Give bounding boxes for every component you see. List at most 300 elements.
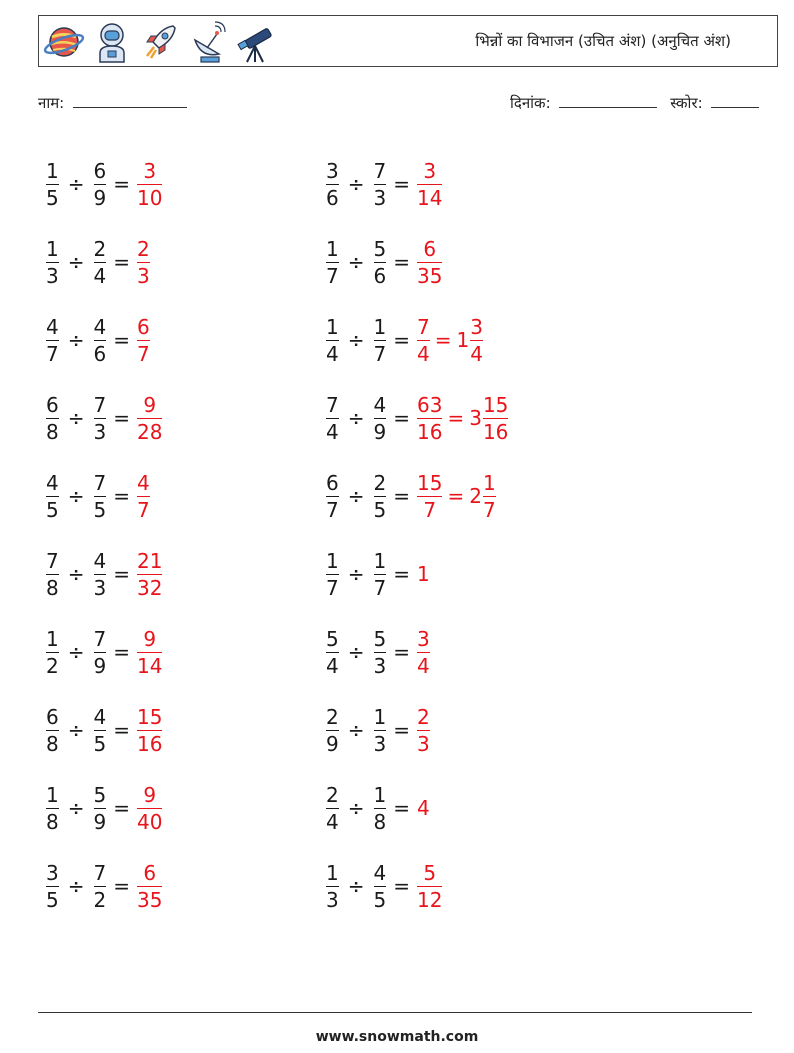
footer-divider bbox=[38, 1012, 752, 1013]
denominator: 32 bbox=[137, 575, 163, 600]
problem-row bbox=[46, 223, 162, 301]
numerator: 3 bbox=[423, 158, 437, 183]
astronaut-icon bbox=[91, 20, 133, 64]
numerator: 7 bbox=[93, 392, 107, 417]
denominator: 5 bbox=[373, 497, 387, 522]
fraction-bar bbox=[326, 574, 339, 575]
denominator: 4 bbox=[326, 653, 339, 678]
mixed-whole: 2 bbox=[469, 484, 482, 508]
problem-row bbox=[46, 457, 162, 535]
fraction-bar bbox=[326, 340, 339, 341]
denominator: 5 bbox=[373, 887, 387, 912]
equals-sign: = bbox=[393, 250, 410, 274]
denominator: 35 bbox=[137, 887, 163, 912]
problem-row bbox=[46, 613, 162, 691]
numerator: 6 bbox=[326, 470, 339, 495]
fraction-bar bbox=[374, 418, 387, 419]
fraction-bar bbox=[326, 730, 339, 731]
numerator: 1 bbox=[326, 548, 339, 573]
numerator: 5 bbox=[93, 782, 107, 807]
denominator: 4 bbox=[417, 341, 430, 366]
fraction-bar bbox=[326, 886, 339, 887]
fraction-bar bbox=[374, 340, 387, 341]
equals-sign: = bbox=[113, 328, 130, 352]
numerator: 1 bbox=[373, 704, 387, 729]
dividend-fraction bbox=[46, 861, 59, 912]
answer-fraction bbox=[417, 393, 442, 444]
fraction-bar bbox=[94, 574, 107, 575]
dividend-fraction bbox=[46, 237, 59, 288]
equals-sign: = bbox=[113, 796, 130, 820]
denominator: 4 bbox=[326, 341, 339, 366]
numerator: 4 bbox=[46, 314, 59, 339]
fraction-bar bbox=[94, 262, 107, 263]
problem-row bbox=[46, 847, 162, 925]
denominator: 7 bbox=[137, 341, 150, 366]
divide-sign: ÷ bbox=[67, 406, 85, 430]
numerator: 1 bbox=[373, 782, 387, 807]
equals-sign: = bbox=[393, 796, 410, 820]
denominator: 6 bbox=[326, 185, 339, 210]
answer-fraction bbox=[137, 705, 162, 756]
equals-sign: = bbox=[447, 406, 465, 430]
dividend-fraction bbox=[326, 861, 339, 912]
denominator: 16 bbox=[137, 731, 163, 756]
fraction-bar bbox=[483, 418, 508, 419]
dividend-fraction bbox=[326, 237, 339, 288]
fraction-bar bbox=[326, 808, 339, 809]
numerator: 4 bbox=[93, 314, 107, 339]
denominator: 3 bbox=[137, 263, 150, 288]
numerator: 7 bbox=[93, 470, 107, 495]
fraction-bar bbox=[137, 418, 162, 419]
denominator: 3 bbox=[373, 185, 387, 210]
denominator: 3 bbox=[326, 887, 339, 912]
denominator: 10 bbox=[137, 185, 163, 210]
numerator: 1 bbox=[373, 314, 387, 339]
numerator: 7 bbox=[46, 548, 59, 573]
dividend-fraction bbox=[46, 549, 59, 600]
divisor-fraction bbox=[94, 861, 107, 912]
denominator: 5 bbox=[93, 731, 107, 756]
denominator: 16 bbox=[482, 419, 509, 444]
numerator: 4 bbox=[373, 392, 387, 417]
mixed-fraction bbox=[470, 315, 483, 366]
answer-fraction bbox=[137, 393, 162, 444]
numerator: 1 bbox=[326, 314, 339, 339]
numerator: 1 bbox=[326, 860, 339, 885]
denominator: 35 bbox=[417, 263, 443, 288]
numerator: 7 bbox=[417, 314, 430, 339]
numerator: 5 bbox=[373, 626, 387, 651]
divisor-fraction bbox=[94, 393, 107, 444]
divisor-fraction bbox=[94, 471, 107, 522]
date-blank bbox=[559, 92, 657, 108]
numerator: 1 bbox=[46, 782, 59, 807]
answer-fraction bbox=[417, 237, 442, 288]
numerator: 1 bbox=[46, 626, 59, 651]
problem-row bbox=[326, 691, 508, 769]
fraction-bar bbox=[46, 418, 59, 419]
denominator: 5 bbox=[93, 497, 107, 522]
dividend-fraction bbox=[326, 549, 339, 600]
divisor-fraction bbox=[374, 159, 387, 210]
answer-fraction bbox=[137, 315, 150, 366]
numerator: 2 bbox=[137, 236, 150, 261]
denominator: 28 bbox=[137, 419, 163, 444]
denominator: 4 bbox=[417, 653, 430, 678]
denominator: 7 bbox=[373, 575, 387, 600]
divide-sign: ÷ bbox=[67, 484, 85, 508]
numerator: 9 bbox=[143, 782, 157, 807]
numerator: 5 bbox=[326, 626, 339, 651]
fraction-bar bbox=[137, 262, 150, 263]
denominator: 7 bbox=[326, 263, 339, 288]
problem-row bbox=[326, 301, 508, 379]
denominator: 6 bbox=[93, 341, 107, 366]
equals-sign: = bbox=[113, 406, 130, 430]
numerator: 2 bbox=[417, 704, 430, 729]
fraction-bar bbox=[94, 886, 107, 887]
fraction-bar bbox=[94, 808, 107, 809]
name-label: नाम: bbox=[38, 94, 65, 112]
numerator: 3 bbox=[417, 626, 430, 651]
fraction-bar bbox=[94, 496, 107, 497]
denominator: 4 bbox=[326, 809, 339, 834]
divisor-fraction bbox=[94, 315, 107, 366]
answer-fraction bbox=[137, 549, 162, 600]
equals-sign: = bbox=[113, 718, 130, 742]
fraction-bar bbox=[46, 496, 59, 497]
equals-sign: = bbox=[393, 172, 410, 196]
rocket-icon bbox=[139, 20, 181, 64]
numerator: 15 bbox=[417, 470, 443, 495]
problem-row bbox=[46, 145, 162, 223]
icon-strip bbox=[43, 20, 277, 64]
equals-sign: = bbox=[393, 328, 410, 352]
dividend-fraction bbox=[46, 705, 59, 756]
denominator: 5 bbox=[46, 887, 59, 912]
numerator: 2 bbox=[326, 782, 339, 807]
denominator: 8 bbox=[46, 419, 59, 444]
numerator: 2 bbox=[373, 470, 387, 495]
numerator: 9 bbox=[143, 392, 157, 417]
problem-row bbox=[326, 613, 508, 691]
planet-icon bbox=[43, 20, 85, 64]
fraction-bar bbox=[374, 808, 387, 809]
fraction-bar bbox=[46, 886, 59, 887]
divisor-fraction bbox=[374, 549, 387, 600]
fraction-bar bbox=[417, 496, 442, 497]
fraction-bar bbox=[46, 184, 59, 185]
fraction-bar bbox=[483, 496, 496, 497]
divisor-fraction bbox=[94, 237, 107, 288]
header-box bbox=[38, 15, 778, 67]
divide-sign: ÷ bbox=[67, 328, 85, 352]
denominator: 4 bbox=[470, 341, 483, 366]
equals-sign: = bbox=[113, 484, 130, 508]
denominator: 8 bbox=[46, 575, 59, 600]
date-label: दिनांक: bbox=[510, 94, 551, 112]
page-title: भिन्नों का विभाजन (उचित अंश) (अनुचित अंश) bbox=[475, 32, 731, 50]
numerator: 21 bbox=[137, 548, 163, 573]
problem-row bbox=[326, 145, 508, 223]
numerator: 2 bbox=[326, 704, 339, 729]
fraction-bar bbox=[326, 652, 339, 653]
divisor-fraction bbox=[374, 627, 387, 678]
denominator: 12 bbox=[417, 887, 443, 912]
divide-sign: ÷ bbox=[347, 640, 365, 664]
numerator: 4 bbox=[373, 860, 387, 885]
numerator: 2 bbox=[93, 236, 107, 261]
fraction-bar bbox=[94, 730, 107, 731]
divisor-fraction bbox=[374, 237, 387, 288]
divisor-fraction bbox=[94, 783, 107, 834]
score-blank bbox=[711, 92, 759, 108]
fraction-bar bbox=[94, 340, 107, 341]
fraction-bar bbox=[137, 652, 162, 653]
problem-column-right bbox=[326, 145, 508, 925]
dividend-fraction bbox=[46, 159, 59, 210]
equals-sign: = bbox=[447, 484, 465, 508]
answer-fraction bbox=[137, 783, 162, 834]
mixed-fraction bbox=[483, 471, 496, 522]
numerator: 4 bbox=[93, 548, 107, 573]
answer-fraction bbox=[417, 315, 430, 366]
divide-sign: ÷ bbox=[347, 874, 365, 898]
denominator: 7 bbox=[46, 341, 59, 366]
fraction-bar bbox=[46, 340, 59, 341]
numerator: 6 bbox=[423, 236, 437, 261]
divide-sign: ÷ bbox=[347, 562, 365, 586]
divide-sign: ÷ bbox=[67, 562, 85, 586]
dividend-fraction bbox=[326, 783, 339, 834]
numerator: 15 bbox=[137, 704, 163, 729]
denominator: 7 bbox=[373, 341, 387, 366]
fraction-bar bbox=[94, 652, 107, 653]
answer-fraction bbox=[137, 159, 162, 210]
divide-sign: ÷ bbox=[347, 172, 365, 196]
problem-column-left bbox=[46, 145, 162, 925]
divisor-fraction bbox=[374, 315, 387, 366]
mixed-whole: 3 bbox=[469, 406, 482, 430]
problem-row bbox=[326, 379, 508, 457]
numerator: 4 bbox=[46, 470, 59, 495]
denominator: 3 bbox=[93, 419, 107, 444]
dividend-fraction bbox=[46, 471, 59, 522]
problem-row bbox=[46, 379, 162, 457]
equals-sign: = bbox=[113, 640, 130, 664]
divide-sign: ÷ bbox=[347, 250, 365, 274]
equals-sign: = bbox=[113, 250, 130, 274]
fraction-bar bbox=[417, 262, 442, 263]
numerator: 6 bbox=[93, 158, 107, 183]
denominator: 4 bbox=[326, 419, 339, 444]
problem-row bbox=[326, 847, 508, 925]
denominator: 3 bbox=[373, 653, 387, 678]
answer-fraction bbox=[137, 861, 162, 912]
numerator: 3 bbox=[470, 314, 483, 339]
denominator: 40 bbox=[137, 809, 163, 834]
problem-row bbox=[326, 457, 508, 535]
denominator: 9 bbox=[373, 419, 387, 444]
denominator: 8 bbox=[373, 809, 387, 834]
denominator: 7 bbox=[423, 497, 437, 522]
fraction-bar bbox=[374, 184, 387, 185]
fraction-bar bbox=[374, 886, 387, 887]
problem-row bbox=[326, 769, 508, 847]
denominator: 3 bbox=[93, 575, 107, 600]
fraction-bar bbox=[137, 808, 162, 809]
divide-sign: ÷ bbox=[67, 796, 85, 820]
denominator: 7 bbox=[482, 497, 496, 522]
denominator: 9 bbox=[326, 731, 339, 756]
denominator: 2 bbox=[93, 887, 107, 912]
fraction-bar bbox=[46, 574, 59, 575]
divisor-fraction bbox=[94, 705, 107, 756]
footer-url: www.snowmath.com bbox=[315, 1029, 479, 1045]
denominator: 5 bbox=[46, 185, 59, 210]
fraction-bar bbox=[137, 496, 150, 497]
numerator: 5 bbox=[423, 860, 437, 885]
divide-sign: ÷ bbox=[67, 250, 85, 274]
mixed-fraction bbox=[483, 393, 508, 444]
numerator: 1 bbox=[46, 236, 59, 261]
denominator: 2 bbox=[46, 653, 59, 678]
divisor-fraction bbox=[94, 549, 107, 600]
fraction-bar bbox=[417, 340, 430, 341]
telescope-icon bbox=[235, 20, 277, 64]
numerator: 1 bbox=[46, 158, 59, 183]
fraction-bar bbox=[326, 418, 339, 419]
equals-sign: = bbox=[434, 328, 452, 352]
dividend-fraction bbox=[46, 393, 59, 444]
dividend-fraction bbox=[326, 315, 339, 366]
mixed-whole: 1 bbox=[456, 328, 470, 352]
score-label: स्कोर: bbox=[670, 94, 703, 112]
denominator: 7 bbox=[326, 497, 339, 522]
divide-sign: ÷ bbox=[67, 172, 85, 196]
fraction-bar bbox=[470, 340, 483, 341]
divide-sign: ÷ bbox=[347, 406, 365, 430]
fraction-bar bbox=[137, 340, 150, 341]
fraction-bar bbox=[46, 730, 59, 731]
fraction-bar bbox=[94, 184, 107, 185]
numerator: 1 bbox=[326, 236, 339, 261]
fraction-bar bbox=[374, 262, 387, 263]
answer-fraction bbox=[417, 627, 430, 678]
numerator: 7 bbox=[93, 860, 107, 885]
problem-row bbox=[46, 769, 162, 847]
divide-sign: ÷ bbox=[67, 640, 85, 664]
fraction-bar bbox=[374, 496, 387, 497]
dividend-fraction bbox=[46, 783, 59, 834]
numerator: 6 bbox=[46, 392, 59, 417]
answer-fraction bbox=[417, 861, 442, 912]
name-blank bbox=[73, 92, 187, 108]
problem-row bbox=[46, 301, 162, 379]
denominator: 3 bbox=[46, 263, 59, 288]
denominator: 14 bbox=[137, 653, 163, 678]
fraction-bar bbox=[326, 184, 339, 185]
fraction-bar bbox=[417, 652, 430, 653]
date-score-field bbox=[510, 92, 759, 113]
problem-row bbox=[46, 535, 162, 613]
dividend-fraction bbox=[326, 627, 339, 678]
denominator: 9 bbox=[93, 653, 107, 678]
numerator: 7 bbox=[326, 392, 339, 417]
divide-sign: ÷ bbox=[347, 484, 365, 508]
fraction-bar bbox=[137, 574, 162, 575]
equals-sign: = bbox=[113, 562, 130, 586]
numerator: 7 bbox=[93, 626, 107, 651]
answer-fraction bbox=[417, 471, 442, 522]
fraction-bar bbox=[374, 730, 387, 731]
equals-sign: = bbox=[393, 562, 410, 586]
numerator: 6 bbox=[46, 704, 59, 729]
dividend-fraction bbox=[326, 471, 339, 522]
fraction-bar bbox=[46, 262, 59, 263]
divisor-fraction bbox=[94, 159, 107, 210]
denominator: 16 bbox=[417, 419, 443, 444]
equals-sign: = bbox=[393, 874, 410, 898]
fraction-bar bbox=[326, 496, 339, 497]
divide-sign: ÷ bbox=[347, 796, 365, 820]
numerator: 3 bbox=[326, 158, 339, 183]
divisor-fraction bbox=[374, 393, 387, 444]
answer-fraction bbox=[417, 159, 442, 210]
numerator: 4 bbox=[137, 470, 150, 495]
numerator: 7 bbox=[373, 158, 387, 183]
equals-sign: = bbox=[393, 484, 410, 508]
numerator: 6 bbox=[137, 314, 150, 339]
problem-row bbox=[326, 223, 508, 301]
name-field bbox=[38, 92, 187, 113]
divide-sign: ÷ bbox=[347, 718, 365, 742]
numerator: 15 bbox=[482, 392, 509, 417]
fraction-bar bbox=[374, 574, 387, 575]
dividend-fraction bbox=[326, 159, 339, 210]
fraction-bar bbox=[326, 262, 339, 263]
denominator: 8 bbox=[46, 809, 59, 834]
numerator: 4 bbox=[93, 704, 107, 729]
numerator: 1 bbox=[373, 548, 387, 573]
denominator: 4 bbox=[93, 263, 107, 288]
answer-whole: 1 bbox=[417, 562, 430, 586]
denominator: 9 bbox=[93, 809, 107, 834]
dividend-fraction bbox=[46, 627, 59, 678]
denominator: 9 bbox=[93, 185, 107, 210]
dividend-fraction bbox=[46, 315, 59, 366]
divide-sign: ÷ bbox=[67, 718, 85, 742]
fraction-bar bbox=[417, 886, 442, 887]
denominator: 5 bbox=[46, 497, 59, 522]
fraction-bar bbox=[417, 184, 442, 185]
divide-sign: ÷ bbox=[347, 328, 365, 352]
numerator: 6 bbox=[143, 860, 157, 885]
fraction-bar bbox=[374, 652, 387, 653]
problem-row bbox=[326, 535, 508, 613]
equals-sign: = bbox=[113, 172, 130, 196]
equals-sign: = bbox=[393, 640, 410, 664]
answer-fraction bbox=[137, 237, 150, 288]
fraction-bar bbox=[46, 808, 59, 809]
numerator: 9 bbox=[143, 626, 157, 651]
dividend-fraction bbox=[326, 393, 339, 444]
denominator: 6 bbox=[373, 263, 387, 288]
equals-sign: = bbox=[393, 718, 410, 742]
fraction-bar bbox=[94, 418, 107, 419]
